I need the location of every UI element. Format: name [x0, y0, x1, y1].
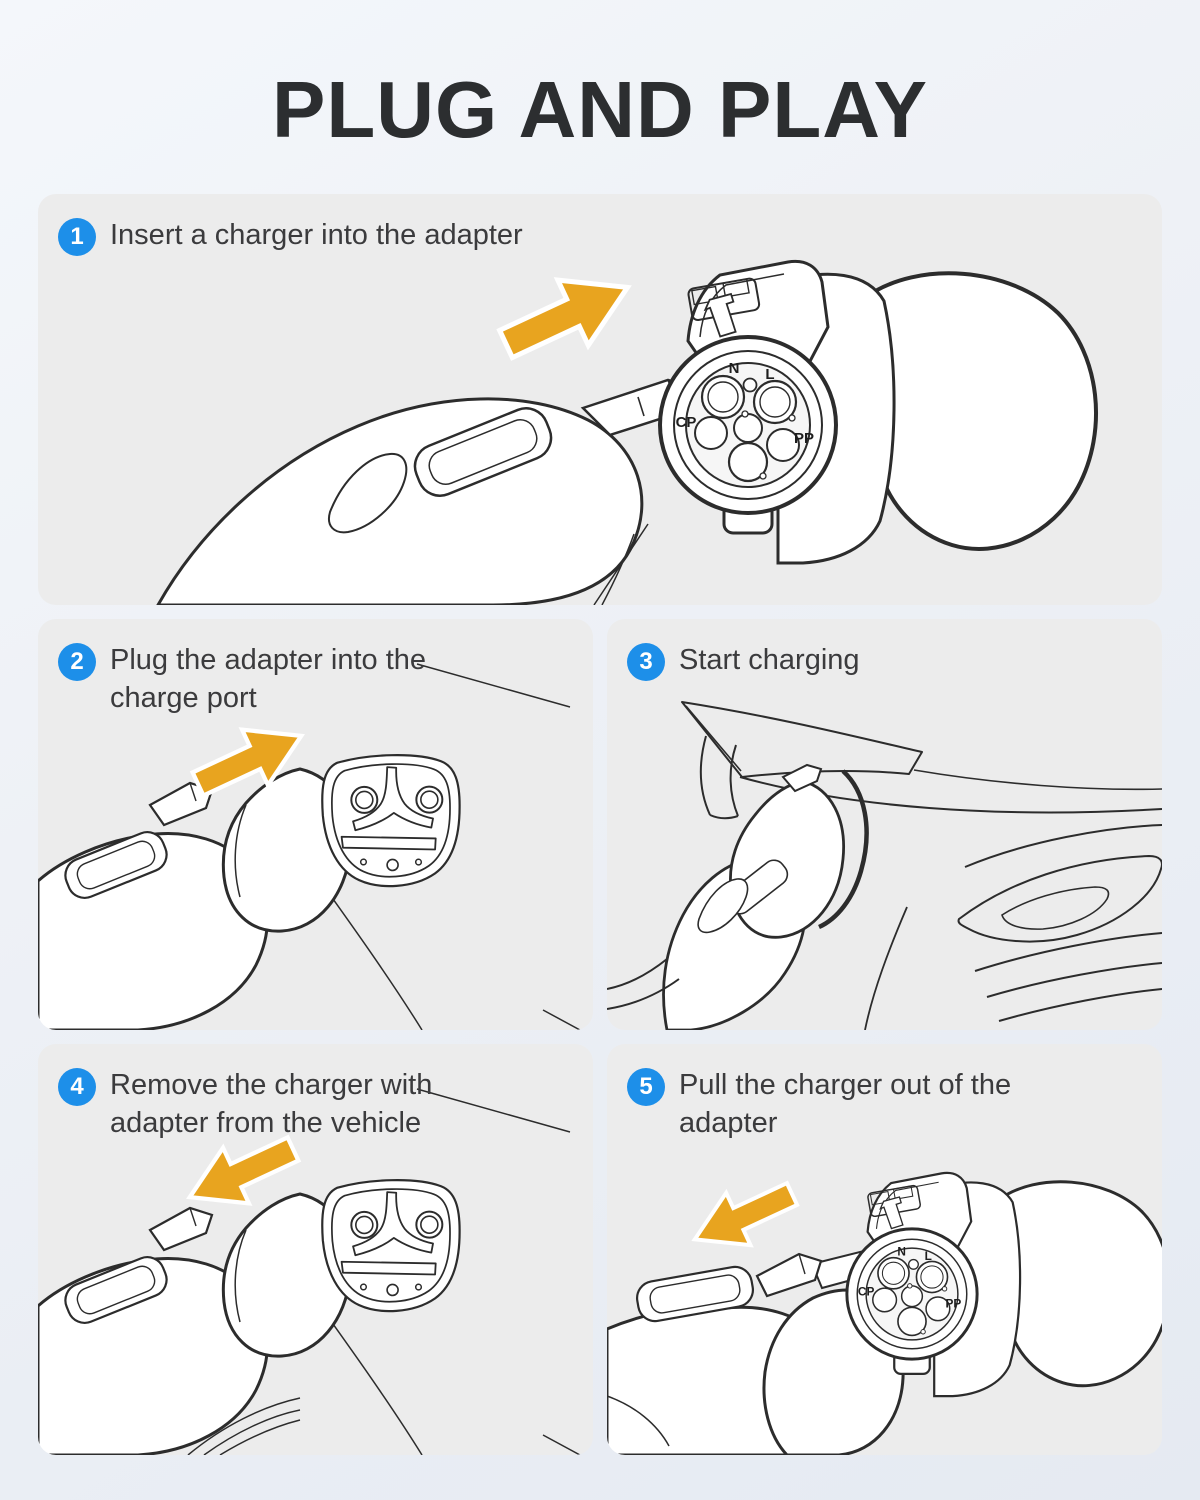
step-1-header: [58, 216, 523, 256]
pin-label-cp: CP: [857, 1284, 875, 1299]
panel-step-1: [38, 194, 1162, 605]
panel-step-5: [607, 1044, 1162, 1455]
charger-handle-drawing: [158, 380, 700, 605]
pin-label-pp: PP: [793, 430, 815, 447]
step-4-number-badge: 4: [58, 1068, 96, 1106]
step-5-header: [627, 1066, 1081, 1143]
panel-step-2: [38, 619, 593, 1030]
panel-step-3: [607, 619, 1162, 1030]
step-5-label: Pull the charger out of the adapter: [679, 1069, 1012, 1140]
pin-label-cp: CP: [675, 414, 697, 431]
step-2-label: Plug the adapter into the charge port: [110, 644, 427, 715]
step-1-number-badge: 1: [58, 218, 96, 256]
charge-port-drawing: [321, 753, 463, 889]
step-panels: [38, 194, 1162, 1455]
step-3-header: [627, 641, 860, 681]
step-3-label: Start charging: [679, 644, 860, 676]
step-2-header: [58, 641, 512, 718]
step-4-header: [58, 1066, 512, 1143]
pin-label-l: L: [765, 366, 775, 383]
adapter-drawing: [660, 261, 1096, 563]
adapter-drawing: [847, 1173, 1162, 1396]
charger-with-adapter-drawing: [38, 769, 351, 1030]
pin-label-pp: PP: [945, 1296, 962, 1311]
pin-label-n: N: [897, 1244, 906, 1259]
step-2-number-badge: 2: [58, 643, 96, 681]
step-5-number-badge: 5: [627, 1068, 665, 1106]
step-4-label: Remove the charger with adapter from the vehicle: [110, 1069, 433, 1140]
page-title: PLUG AND PLAY: [271, 65, 929, 154]
pin-label-n: N: [728, 360, 740, 377]
charger-with-adapter-drawing: [38, 1194, 351, 1455]
pin-label-l: L: [924, 1248, 932, 1263]
charge-port-drawing: [321, 1178, 463, 1314]
arrow-right-icon: [491, 255, 643, 377]
arrow-left-icon: [683, 1168, 804, 1266]
panel-step-4: [38, 1044, 593, 1455]
car-charging-drawing: [607, 702, 1162, 1030]
step-3-number-badge: 3: [627, 643, 665, 681]
step-1-label: Insert a charger into the adapter: [110, 219, 523, 251]
